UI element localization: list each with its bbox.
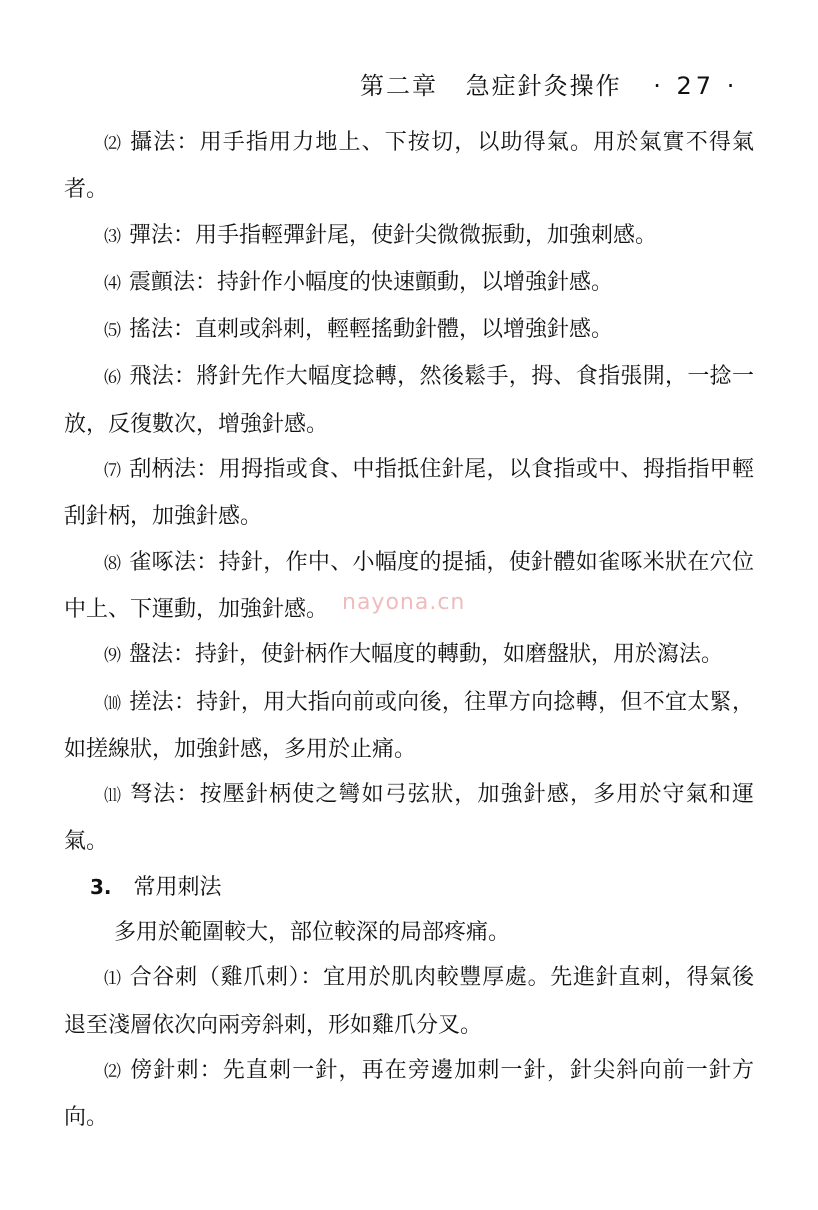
section-number: 3. [90,874,112,899]
chapter-title: 急症針灸操作 [465,72,622,100]
item-number: ⑵ [104,134,123,154]
item-text: 合谷刺（雞爪刺）：宜用於肌肉較豐厚處。先進針直刺，得氣後退至淺層依次向兩旁斜刺，形如雞爪分叉。 [64,965,754,1038]
paragraph [64,447,754,540]
paragraph [64,680,754,773]
item-text: 盤法：持針，使針柄作大幅度的轉動，如磨盤狀，用於瀉法。 [129,642,724,668]
item-text: 震顫法：持針作小幅度的快速顫動，以增強針感。 [129,269,614,295]
item-number: ⑵ [104,1061,123,1082]
item-number: ⑷ [104,273,121,294]
item-number: ⑶ [104,226,121,247]
paragraph [64,260,754,307]
item-text: 搖法：直刺或斜刺，輕輕搖動針體，以增強針感。 [129,317,614,343]
item-number: ⑸ [104,321,121,342]
item-text: 彈法：用手指輕彈針尾，使針尖微微振動，加強刺感。 [129,222,658,248]
item-number: ⑼ [104,646,121,667]
item-number: ⑺ [104,461,122,482]
chapter-label: 第二章 [360,72,438,100]
item-text: 飛法：將針先作大幅度捻轉，然後鬆手，拇、食指張開，一捻一放，反復數次，增強針感。 [64,364,754,437]
item-number: ⑾ [104,786,123,807]
paragraph [64,772,754,865]
paragraph [64,120,754,213]
page-number: · 27 · [653,72,739,100]
item-text: 刮柄法：用拇指或食、中指抵住針尾，以食指或中、拇指指甲輕刮針柄，加強針感。 [64,457,754,530]
paragraph [64,632,754,679]
item-number: ⑹ [104,368,122,389]
section-title: 常用刺法 [133,874,222,900]
paragraph [64,354,754,447]
paragraph [64,540,754,633]
section-intro: 多用於範圍較大，部位較深的局部疼痛。 [114,920,511,946]
item-text: 搓法：持針，用大指向前或向後，往單方向捻轉，但不宜太緊，如搓線狀，加強針感，多用於止痛。 [64,689,754,762]
paragraph [64,307,754,354]
watermark: nayona.cn [342,590,466,615]
item-text: 雀啄法：持針，作中、小幅度的提插，使針體如雀啄米狀在穴位中上、下運動，加強針感。 [64,549,754,622]
item-number: ⑴ [104,969,122,990]
item-text: 傍針刺：先直刺一針，再在旁邊加刺一針，針尖斜向前一針方向。 [64,1057,754,1131]
paragraph [64,213,754,260]
body-text [64,120,754,1141]
item-text: 攝法：用手指用力地上、下按切，以助得氣。用於氣實不得氣者。 [64,130,754,203]
item-number: ⑽ [104,693,122,714]
paragraph [64,955,754,1048]
running-header [360,66,738,101]
section-heading [64,865,754,910]
item-text: 弩法：按壓針柄使之彎如弓弦狀，加強針感，多用於守氣和運氣。 [64,782,754,855]
item-number: ⑻ [104,553,122,574]
paragraph [64,1048,754,1141]
